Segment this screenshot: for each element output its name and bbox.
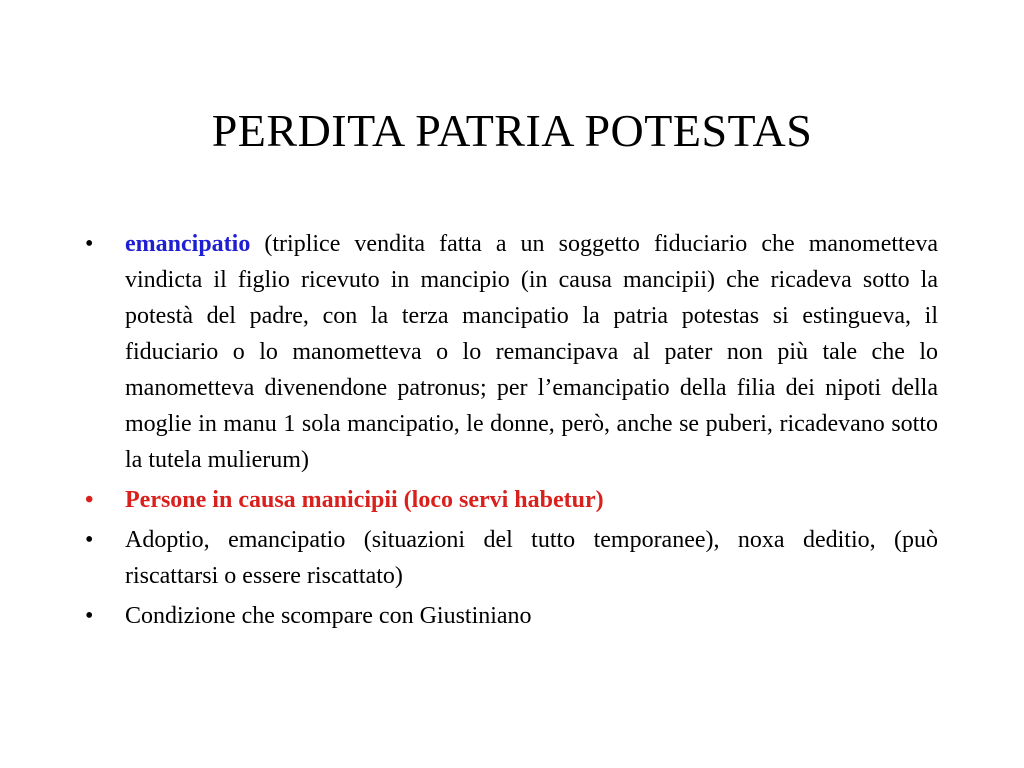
bullet-text-adoptio: Adoptio, emancipatio (situazioni del tutto temporanee), noxa deditio, (può riscattarsi o essere riscattato) (125, 527, 938, 589)
term-emancipatio: emancipatio (125, 231, 251, 257)
bullet-dot-icon: • (85, 231, 94, 257)
bullet-text-condizione: Condizione che scompare con Giustiniano (125, 603, 532, 629)
bullet-item-emancipatio (85, 226, 938, 478)
bullet-dot-icon: • (85, 487, 94, 513)
bullet-text-emancipatio: (triplice vendita fatta a un soggetto fiduciario che manometteva vindicta il figlio ricevuto in mancipio (in causa mancipii) che ricadeva sotto la potestà del padre, con la terza mancipatio la patria potestas si estingueva, il fiduciario o lo manometteva o lo remancipava al pater non più tale che lo manometteva divenendone patronus; per l’emancipatio della filia dei nipoti della moglie in manu 1 sola mancipatio, le donne, però, anche se puberi, ricadevano sotto la tutela mulierum) (125, 231, 938, 473)
bullet-dot-icon: • (85, 527, 94, 553)
bullet-item-persone (85, 482, 938, 518)
bullet-item-condizione (85, 598, 938, 634)
bullet-text-persone: Persone in causa manicipii (loco servi habetur) (125, 487, 604, 513)
bullet-list (85, 226, 938, 638)
slide-title: PERDITA PATRIA POTESTAS (211, 105, 813, 156)
bullet-dot-icon: • (85, 603, 94, 629)
bullet-item-adoptio (85, 522, 938, 594)
